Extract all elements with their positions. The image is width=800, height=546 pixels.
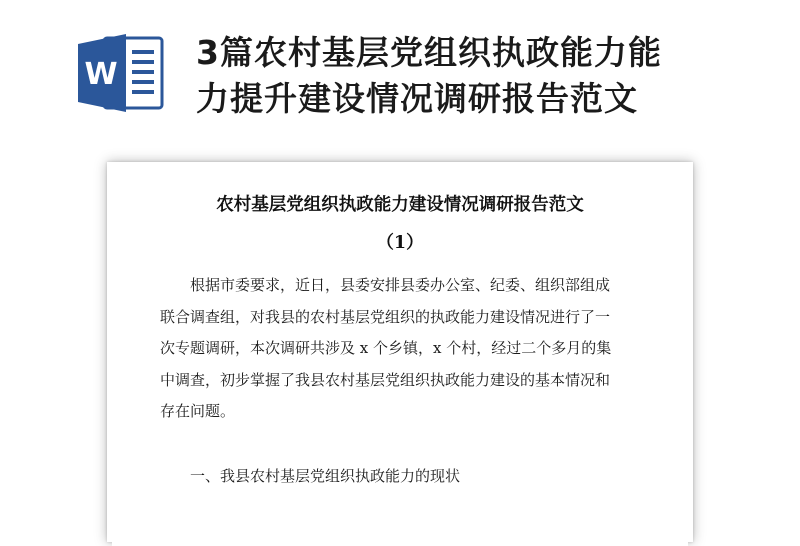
page-title-line-1: 3篇农村基层党组织执政能力能 — [196, 33, 662, 72]
paragraph-line: 存在问题。 — [160, 402, 236, 420]
document-heading — [112, 186, 688, 262]
paragraph-line: 中调查，初步掌握了我县农村基层党组织执政能力建设的基本情况和 — [160, 370, 611, 389]
paragraph-line: 根据市委要求，近日，县委安排县委办公室、纪委、组织部组成 — [190, 276, 611, 294]
paragraph-line: 次专题调研，本次调研共涉及 x 个乡镇，x 个村，经过二个多月的集 — [160, 339, 612, 357]
word-document-icon — [76, 32, 166, 114]
document-page — [112, 166, 688, 546]
document-heading-line-1: 农村基层党组织执政能力建设情况调研报告范文 — [216, 195, 584, 215]
word-logo-letter: W — [84, 57, 118, 92]
paragraph-intro — [160, 270, 646, 428]
section-heading: 一、我县农村基层党组织执政能力的现状 — [190, 467, 461, 485]
paragraph-line: 联合调查组，对我县的农村基层党组织的执政能力建设情况进行了一 — [160, 307, 611, 326]
document-heading-line-2: （1） — [376, 233, 424, 253]
page-title-line-2: 力提升建设情况调研报告范文 — [196, 79, 638, 118]
header — [0, 0, 800, 150]
page-title — [196, 30, 756, 122]
